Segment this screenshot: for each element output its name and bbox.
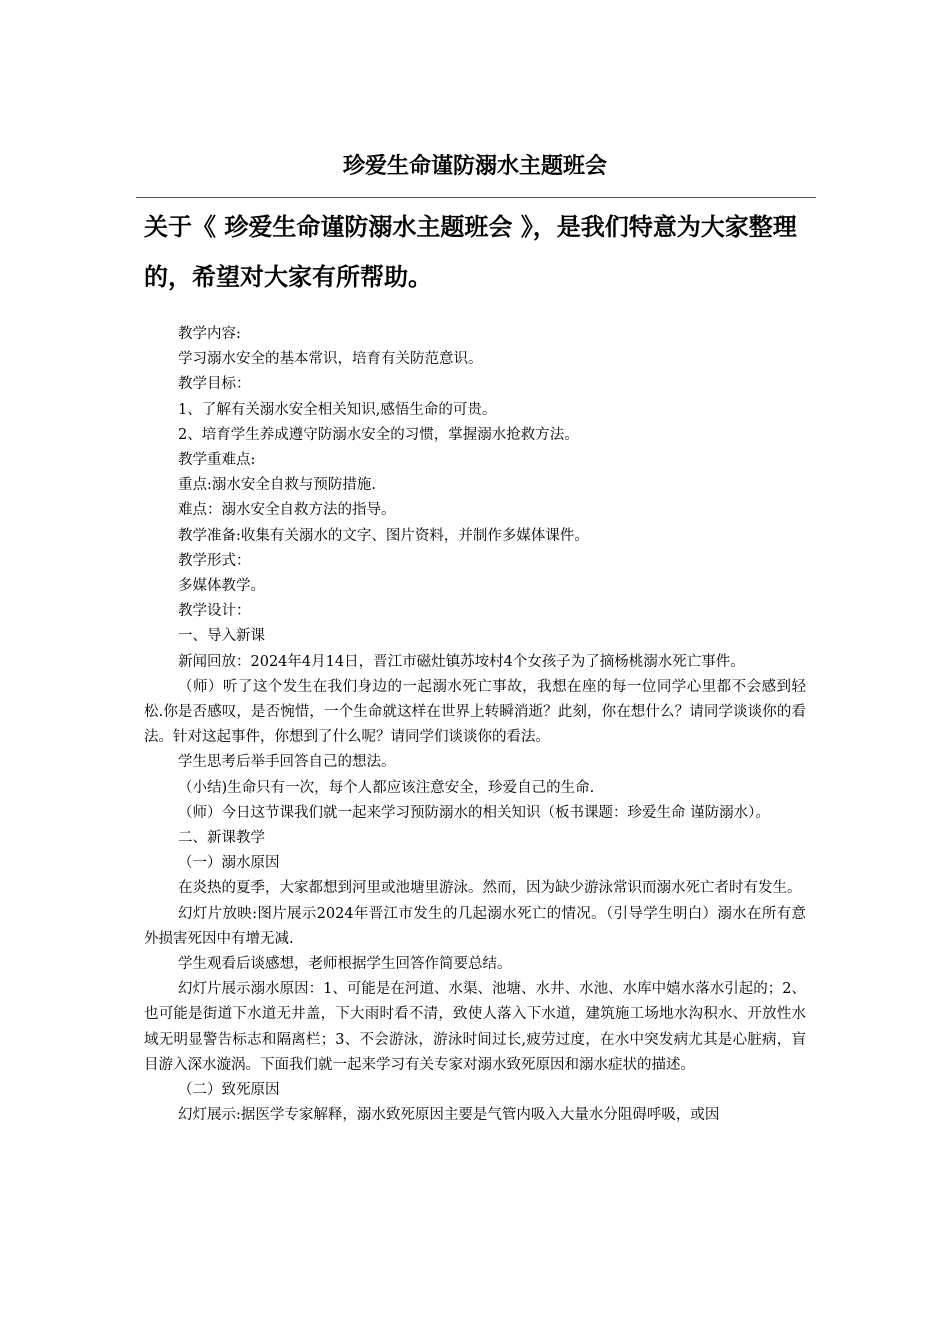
- paragraph: 1、了解有关溺水安全相关知识,感悟生命的可贵。: [178, 401, 497, 418]
- intro-heading: 关于《 珍爱生命谨防溺水主题班会 》，是我们特意为大家整理的，希望对大家有所帮助。: [144, 213, 797, 291]
- paragraph: 教学准备:收集有关溺水的文字、图片资料，并制作多媒体课件。: [178, 527, 589, 544]
- paragraph: 新闻回放：2024年4月14日，晋江市磁灶镇苏垵村4个女孩子为了摘杨桃溺水死亡事件。: [178, 653, 745, 670]
- paragraph: 幻灯片放映:图片展示2024年晋江市发生的几起溺水死亡的情况。（引导学生明白）溺水在所有意外损害死因中有增无减.: [144, 905, 806, 947]
- paragraph: 幻灯展示:据医学专家解释，溺水致死原因主要是气管内吸入大量水分阻碍呼吸，或因: [178, 1107, 720, 1124]
- paragraph: 2、培育学生养成遵守防溺水安全的习惯，掌握溺水抢救方法。: [178, 426, 579, 443]
- paragraph: 在炎热的夏季，大家都想到河里或池塘里游泳。然而，因为缺少游泳常识而溺水死亡者时有发生。: [178, 880, 802, 897]
- paragraph: 教学重难点:: [178, 452, 256, 469]
- paragraph: 学习溺水安全的基本常识，培育有关防范意识。: [178, 351, 483, 368]
- paragraph: 二、新课教学: [178, 830, 265, 847]
- document-title: 珍爱生命谨防溺水主题班会: [342, 154, 607, 179]
- document-body: [144, 322, 806, 1129]
- paragraph: 教学内容:: [178, 326, 241, 342]
- paragraph: 学生思考后举手回答自己的想法。: [178, 754, 396, 771]
- paragraph: （一）溺水原因: [178, 855, 280, 872]
- paragraph: 重点:溺水安全自救与预防措施.: [178, 477, 376, 494]
- title-divider: [136, 197, 816, 198]
- paragraph: 教学设计：: [178, 603, 251, 620]
- paragraph: （二）致死原因: [178, 1082, 280, 1099]
- paragraph: 幻灯片展示溺水原因：1、可能是在河道、水渠、池塘、水井、水池、水库中嬉水落水引起的；2、也可能是街道下水道无井盖，下大雨时看不清，致使人落入下水道，建筑施工场地水沟积水、开放性水域无明显警告标志和隔离栏；3、不会游泳，游泳时间过长,疲劳过度，在水中突发病尤其是心脏病，盲目游入深水漩涡。下面我们就一起来学习有关专家对溺水致死原因和溺水症状的描述。: [144, 981, 806, 1073]
- paragraph: （师）听了这个发生在我们身边的一起溺水死亡事故，我想在座的每一位同学心里都不会感到轻松.你是否感叹，是否惋惜，一个生命就这样在世界上转瞬消逝？此刻，你在想什么？请同学谈谈你的看法。针对这起事件，你想到了什么呢？请同学们谈谈你的看法。: [144, 678, 806, 746]
- paragraph: 学生观看后谈感想，老师根据学生回答作简要总结。: [178, 956, 512, 973]
- paragraph: 教学目标：: [178, 376, 251, 393]
- paragraph: （小结)生命只有一次，每个人都应该注意安全，珍爱自己的生命.: [178, 779, 595, 796]
- paragraph: 一、导入新课: [178, 628, 265, 645]
- paragraph: 多媒体教学。: [178, 578, 265, 595]
- paragraph: （师）今日这节课我们就一起来学习预防溺水的相关知识（板书课题：珍爱生命 谨防溺水）。: [178, 804, 770, 821]
- paragraph: 难点：溺水安全自救方法的指导。: [178, 502, 396, 519]
- paragraph: 教学形式：: [178, 552, 251, 569]
